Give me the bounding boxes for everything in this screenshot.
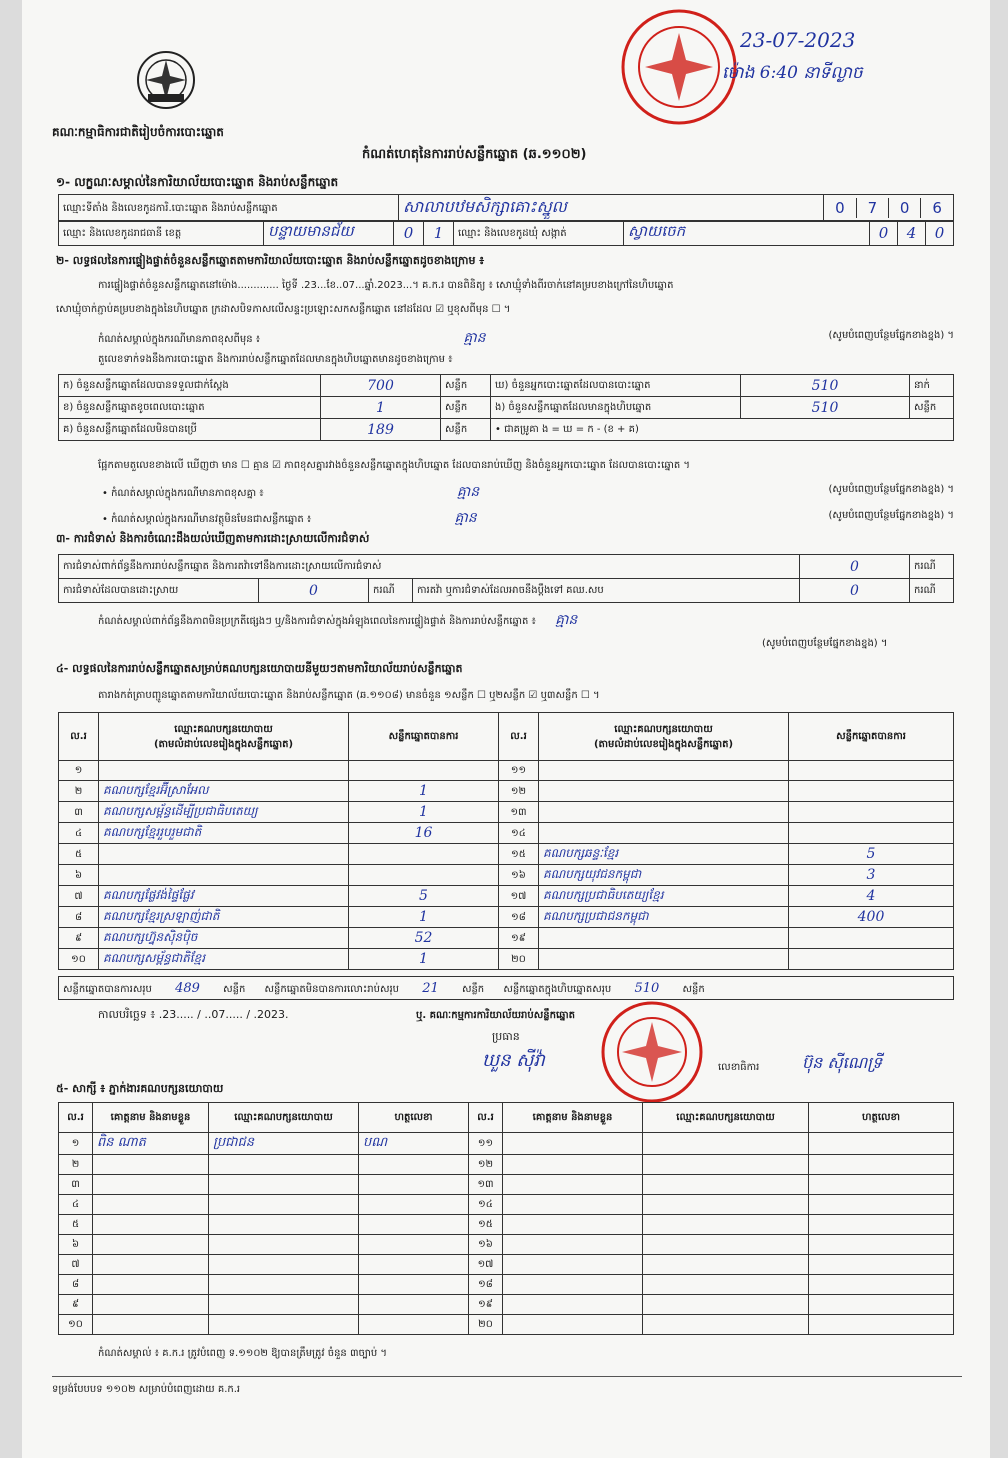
form-title: កំណត់ហេតុនៃការរាប់សន្លឹកឆ្នោត (ឆ.១១០២) <box>362 147 587 162</box>
table-row <box>59 886 954 907</box>
section-3-note-label: កំណត់សម្គាល់ពាក់ព័ន្ធនឹងភាពមិនប្រក្រតីផ្សេងៗ ឬ/និងការជំទាស់ក្នុងអំឡុងពេលនៃការផ្ទៀងផ្ទាត់ និងការរាប់សន្លឹកឆ្នោត ៖ <box>98 616 536 627</box>
witness-party <box>209 1155 359 1175</box>
table-row <box>59 1295 954 1315</box>
party-votes: 1 <box>349 907 499 928</box>
row-no: ១៤ <box>469 1195 503 1215</box>
row-no: ៩ <box>59 928 99 949</box>
section-3-note-value: គ្មាន <box>555 612 578 628</box>
fill-hint: (សូមបំពេញបន្ថែមផ្នែកខាងខ្នង) ។ <box>828 484 954 495</box>
party-name: គណបក្សឆន្ទៈខ្មែរ <box>539 844 789 865</box>
section-4-intro: តារាងកត់ត្រាបញ្ជូនឆ្នោតតាមការិយាល័យបោះឆ្នោត និងរាប់សន្លឹកឆ្នោត (ឆ.១១០៨) មានចំនួន ១សន្លឹក ☐ ឬ២សន្លឹក ☑ ឬ៣សន្លឹក ☐ ។ <box>98 690 600 701</box>
witness-name <box>93 1275 209 1295</box>
col-no: ល.រ <box>469 1103 503 1133</box>
witness-party <box>643 1275 809 1295</box>
witness-signature <box>359 1155 469 1175</box>
witness-name <box>93 1155 209 1175</box>
appeal-label: ការតវ៉ា ឬការជំទាស់ដែលអាចនឹងប្តឹងទៅ គឈ.សប <box>413 579 800 603</box>
row-no: ១ <box>59 761 99 781</box>
station-code-digit: 0 <box>824 198 856 218</box>
table-row <box>59 761 954 781</box>
witness-name <box>503 1195 643 1215</box>
row-no: ៥ <box>59 1215 93 1235</box>
table-row <box>59 823 954 844</box>
commune-code-digit: 4 <box>898 221 926 246</box>
party-name <box>99 865 349 886</box>
witness-party <box>643 1295 809 1315</box>
section-1-title: ១- លក្ខណៈសម្គាល់នៃការិយាល័យបោះឆ្នោត និងរាប់សន្លឹកឆ្នោត <box>56 175 339 189</box>
row-no: ៤ <box>59 1195 93 1215</box>
row-no: ១៥ <box>469 1215 503 1235</box>
secretary-label: លេខាធិការ <box>718 1062 760 1073</box>
chair-signature: ឃួន ស៊ីវ៉ា <box>482 1050 545 1071</box>
witness-party <box>209 1195 359 1215</box>
table-row <box>59 781 954 802</box>
table-row <box>59 907 954 928</box>
witness-name <box>503 1315 643 1335</box>
row-no: ១ <box>59 1133 93 1155</box>
fill-hint: (សូមបំពេញបន្ថែមផ្នែកខាងខ្នង) ។ <box>828 510 954 521</box>
party-votes <box>789 949 954 970</box>
witness-name <box>503 1133 643 1155</box>
chair-label: ប្រធាន <box>492 1030 520 1043</box>
commune-value: ស្វាយចេក <box>624 221 870 246</box>
count-row-right-unit: សន្លឹក <box>910 397 954 419</box>
count-row-unit: សន្លឹក <box>441 397 491 419</box>
secretary-signature: ប៊ុន ស៊ីណេទ្រី <box>802 1053 883 1072</box>
section-2-note <box>98 328 954 349</box>
row-no: ១៧ <box>469 1255 503 1275</box>
commune-code-digit: 0 <box>870 221 898 246</box>
objection-label: ការជំទាស់ពាក់ព័ន្ធនឹងការរាប់សន្លឹកឆ្នោត និងការតវ៉ាទៅនឹងការដោះស្រាយលើការជំទាស់ <box>59 555 800 579</box>
col-no: ល.រ <box>59 713 99 761</box>
station-code-digit: 7 <box>856 198 888 218</box>
count-row-label: គ) ចំនួនសន្លឹកឆ្នោតដែលមិនបានប្រើ <box>59 419 321 441</box>
row-no: ១៩ <box>469 1295 503 1315</box>
sheet-unit: សន្លឹក <box>682 984 705 995</box>
witness-party <box>643 1133 809 1155</box>
sheet-unit: សន្លឹក <box>461 984 485 995</box>
form-page <box>22 0 990 1458</box>
party-name: គណបក្សសម្ព័ន្ធដើម្បីប្រជាធិបតេយ្យ <box>99 802 349 823</box>
table-row <box>59 1235 954 1255</box>
col-sign: ហត្ថលេខា <box>359 1103 469 1133</box>
table-row <box>59 1133 954 1155</box>
fill-hint: (សូមបំពេញបន្ថែមផ្នែកខាងខ្នង) ។ <box>762 638 888 649</box>
col-party: ឈ្មោះគណបក្សនយោបាយ <box>643 1103 809 1133</box>
table-row <box>59 1315 954 1335</box>
date-line: កាលបរិច្ឆេទ ៖ .23..... / ..07..... / .2023. <box>98 1008 289 1021</box>
party-name <box>539 928 789 949</box>
witness-signature <box>359 1215 469 1235</box>
table-row <box>59 1275 954 1295</box>
station-code <box>824 195 954 222</box>
party-votes <box>789 802 954 823</box>
footer-divider <box>52 1376 962 1377</box>
row-no: ១៥ <box>499 844 539 865</box>
party-votes: 16 <box>349 823 499 844</box>
party-votes: 3 <box>789 865 954 886</box>
row-no: ១០ <box>59 1315 93 1335</box>
col-party <box>539 713 789 761</box>
witness-party <box>643 1175 809 1195</box>
witness-name <box>93 1315 209 1335</box>
col-party-title: ឈ្មោះគណបក្សនយោបាយ <box>174 723 273 735</box>
row-no: ១៧ <box>499 886 539 907</box>
province-label: ឈ្មោះ និងលេខកូដរាជធានី ខេត្ត <box>59 221 264 246</box>
section-2-bullet-2 <box>102 508 954 529</box>
witness-signature <box>359 1255 469 1275</box>
party-name: គណបក្សប្រជាជនកម្ពុជា <box>539 907 789 928</box>
row-no: ១១ <box>469 1133 503 1155</box>
station-value: សាលាបឋមសិក្សាគោះស្នួល <box>399 195 824 222</box>
bullet-2-value: គ្មាន <box>454 510 477 526</box>
row-no: ១២ <box>469 1155 503 1175</box>
resolved-value: 0 <box>259 579 369 603</box>
col-votes: សន្លឹកឆ្នោតបានការ <box>349 713 499 761</box>
count-row-right-label: • ជាគម្រូគា ង = ឃ = ក - (ខ + គ) <box>491 419 954 441</box>
col-no: ល.រ <box>499 713 539 761</box>
case-unit: ករណី <box>910 579 954 603</box>
row-no: ៤ <box>59 823 99 844</box>
witness-signature <box>359 1315 469 1335</box>
section-2-note-label: កំណត់សម្គាល់ក្នុងករណីមានភាពខុសពីមុន ៖ <box>98 334 261 345</box>
row-no: ១៨ <box>499 907 539 928</box>
witness-party <box>209 1295 359 1315</box>
row-no: ១៩ <box>499 928 539 949</box>
commune-code-digit: 0 <box>926 221 954 246</box>
row-no: ៦ <box>59 1235 93 1255</box>
party-name <box>539 781 789 802</box>
col-name: គោត្តនាម និងនាមខ្លួន <box>503 1103 643 1133</box>
stamp-icon <box>600 1000 704 1104</box>
party-name: គណបក្សខ្មែរស្រឡាញ់ជាតិ <box>99 907 349 928</box>
witness-signature: បណ <box>359 1133 469 1155</box>
case-unit: ករណី <box>910 555 954 579</box>
row-no: ១៣ <box>499 802 539 823</box>
row-no: ៣ <box>59 1175 93 1195</box>
party-name <box>539 802 789 823</box>
row-no: ៨ <box>59 1275 93 1295</box>
witness-party <box>643 1215 809 1235</box>
section-1-table <box>58 194 954 222</box>
row-no: ១១ <box>499 761 539 781</box>
stamp-note-date: 23-07-2023 <box>740 28 856 52</box>
witness-signature <box>809 1215 954 1235</box>
party-votes: 1 <box>349 781 499 802</box>
witness-party <box>209 1215 359 1235</box>
party-name: គណបក្សខ្មែរអ៊ីស្រាអែល <box>99 781 349 802</box>
witness-signature <box>809 1255 954 1275</box>
row-no: ២០ <box>499 949 539 970</box>
province-value: បន្ទាយមានជ័យ <box>264 221 394 246</box>
party-votes <box>789 781 954 802</box>
province-code-digit: 1 <box>424 221 454 246</box>
emblem-icon <box>134 48 198 112</box>
witness-signature <box>359 1295 469 1315</box>
section-1-table-2 <box>58 220 954 246</box>
row-no: ១២ <box>499 781 539 802</box>
count-row-value: 189 <box>321 419 441 441</box>
section-2-title: ២- លទ្ធផលនៃការផ្ទៀងផ្ទាត់ចំនួនសន្លឹកឆ្នោតតាមការិយាល័យបោះឆ្នោត និងរាប់សន្លឹកឆ្នោតដូចខាងក្រោម ៖ <box>56 254 485 267</box>
witness-name <box>93 1255 209 1275</box>
col-sign: ហត្ថលេខា <box>809 1103 954 1133</box>
party-name: គណបក្សផ្លែវង់ផ្ទៃផ្លែវ <box>99 886 349 907</box>
witness-signature <box>809 1275 954 1295</box>
station-label: ឈ្មោះទីតាំង និងលេខកូដការិ.បោះឆ្នោត និងរាប់សន្លឹកឆ្នោត <box>59 195 399 222</box>
section-2-note-value: គ្មាន <box>463 330 486 346</box>
row-no: ១៨ <box>469 1275 503 1295</box>
witness-signature <box>809 1235 954 1255</box>
count-row-right-value: 510 <box>741 397 910 419</box>
witness-name <box>93 1215 209 1235</box>
witness-name <box>503 1255 643 1275</box>
witness-name <box>503 1215 643 1235</box>
party-votes: 1 <box>349 802 499 823</box>
witness-note: កំណត់សម្គាល់ ៖ គ.ក.រ ត្រូវបំពេញ ទ.១១០២ ឱ្យបានត្រឹមត្រូវ ចំនួន ៣ច្បាប់ ។ <box>98 1348 387 1359</box>
row-no: ១៤ <box>499 823 539 844</box>
row-no: ១៣ <box>469 1175 503 1195</box>
sheet-unit: សន្លឹក <box>223 984 246 995</box>
row-no: ៦ <box>59 865 99 886</box>
ballot-count-table <box>58 374 954 441</box>
party-name <box>99 761 349 781</box>
witness-name <box>503 1155 643 1175</box>
station-code-digit: 6 <box>921 198 953 218</box>
witness-name: ពិន ណាត <box>93 1133 209 1155</box>
totals-line <box>58 976 954 1000</box>
table-row <box>59 1155 954 1175</box>
case-unit: ករណី <box>369 579 413 603</box>
witness-party <box>209 1255 359 1275</box>
count-row-label: ក) ចំនួនសន្លឹកឆ្នោតដែលបានទទួលជាក់ស្តែង <box>59 375 321 397</box>
witness-signature <box>809 1175 954 1195</box>
bullet-1-value: គ្មាន <box>456 484 480 500</box>
count-row-unit: សន្លឹក <box>441 375 491 397</box>
row-no: ២ <box>59 781 99 802</box>
witness-name <box>503 1235 643 1255</box>
witness-party <box>643 1255 809 1275</box>
witness-party <box>643 1235 809 1255</box>
count-row-right-unit: នាក់ <box>910 375 954 397</box>
party-votes <box>349 761 499 781</box>
party-votes: 1 <box>349 949 499 970</box>
row-no: ៣ <box>59 802 99 823</box>
count-row-right-label: ឃ) ចំនួនអ្នកបោះឆ្នោតដែលបានបោះឆ្នោត <box>491 375 741 397</box>
witness-name <box>93 1175 209 1195</box>
col-no: ល.រ <box>59 1103 93 1133</box>
party-votes: 5 <box>789 844 954 865</box>
col-party <box>99 713 349 761</box>
count-row-value: 1 <box>321 397 441 419</box>
witness-party <box>209 1235 359 1255</box>
party-name: គណបក្សប្រជាធិបតេយ្យខ្មែរ <box>539 886 789 907</box>
witness-signature <box>809 1155 954 1175</box>
row-no: ២០ <box>469 1315 503 1335</box>
resolved-label: ការជំទាស់ដែលបានដោះស្រាយ <box>59 579 259 603</box>
section-2-p1: ការផ្ទៀងផ្ទាត់ចំនួនសន្លឹកឆ្នោតនៅម៉ោង............. ថ្ងៃទី .23...ខែ..07...ឆ្នាំ.2023...។ គ.ក.រ បានពិនិត្យ ៖ សោឃ្មុំទាំងពីរចាក់នៅគម្របខាងក្រៅនៃហិបឆ្នោត <box>98 280 674 291</box>
bullet-2-label: • កំណត់សម្គាល់ក្នុងករណីមានវត្ថុមិនមែនជាសន្លឹកឆ្នោត ៖ <box>102 514 312 525</box>
row-no: ៨ <box>59 907 99 928</box>
appeal-value: 0 <box>800 579 910 603</box>
witness-signature <box>359 1275 469 1295</box>
col-party-title: ឈ្មោះគណបក្សនយោបាយ <box>614 723 713 735</box>
party-name <box>539 949 789 970</box>
bullet-1-label: • កំណត់សម្គាល់ក្នុងករណីមានភាពខុសគ្នា ៖ <box>102 488 264 499</box>
total-invalid-label: សន្លឹកឆ្នោតមិនបានការលោះរាប់សរុប <box>264 984 400 995</box>
committee-name: គណៈកម្មាធិការជាតិរៀបចំការបោះឆ្នោត <box>52 125 224 139</box>
table-row <box>59 949 954 970</box>
row-no: ៥ <box>59 844 99 865</box>
witness-party <box>209 1315 359 1335</box>
witness-signature <box>809 1133 954 1155</box>
fill-hint: (សូមបំពេញបន្ថែមផ្នែកខាងខ្នង) ។ <box>828 330 954 341</box>
witness-signature <box>359 1175 469 1195</box>
witness-party: ប្រជាជន <box>209 1133 359 1155</box>
section-3-note <box>98 610 577 631</box>
table-row <box>59 802 954 823</box>
total-box-value: 510 <box>634 981 660 996</box>
total-valid-value: 489 <box>175 981 200 996</box>
total-invalid-value: 21 <box>422 981 439 996</box>
witness-name <box>503 1275 643 1295</box>
witness-party <box>643 1315 809 1335</box>
party-name <box>539 823 789 844</box>
party-votes <box>789 761 954 781</box>
witness-party <box>643 1155 809 1175</box>
row-no: ១០ <box>59 949 99 970</box>
table-row <box>59 865 954 886</box>
objection-table <box>58 554 954 603</box>
witness-signature <box>359 1235 469 1255</box>
party-votes: 52 <box>349 928 499 949</box>
col-name: គោត្តនាម និងនាមខ្លួន <box>93 1103 209 1133</box>
col-party-subtitle: (តាមលំដាប់លេខរៀងក្នុងសន្លឹកឆ្នោត) <box>593 738 734 750</box>
row-no: ៧ <box>59 886 99 907</box>
section-4-title: ៤- លទ្ធផលនៃការរាប់សន្លឹកឆ្នោតសម្រាប់គណបក្សនយោបាយនីមួយៗតាមការិយាល័យរាប់សន្លឹកឆ្នោត <box>56 662 463 675</box>
station-code-digit: 0 <box>889 198 921 218</box>
witness-table <box>58 1102 954 1335</box>
party-name: គណបក្សសម្ព័ន្ធជាតិខ្មែរ <box>99 949 349 970</box>
party-name: គណបក្សហ្វ៊ុនស៊ិនប៉ិច <box>99 928 349 949</box>
footer-text: ទម្រង់បែបបទ ១១០២ សម្រាប់បំពេញដោយ គ.ក.រ <box>52 1384 241 1395</box>
total-valid-label: សន្លឹកឆ្នោតបានការសរុប <box>63 984 152 995</box>
count-row-label: ខ) ចំនួនសន្លឹកឆ្នោតខូចពេលបោះឆ្នោត <box>59 397 321 419</box>
party-votes: 5 <box>349 886 499 907</box>
col-party: ឈ្មោះគណបក្សនយោបាយ <box>209 1103 359 1133</box>
stamp-note-time: ម៉ោង 6:40 នាទីល្ងាច <box>722 63 863 83</box>
witness-name <box>503 1295 643 1315</box>
stamp-icon <box>620 8 738 126</box>
party-votes: 400 <box>789 907 954 928</box>
witness-name <box>93 1195 209 1215</box>
section-2-intro: តួលេខទាក់ទងនឹងការបោះឆ្នោត និងការរាប់សន្លឹកឆ្នោតដែលមានក្នុងហិបឆ្នោតមានដូចខាងក្រោម ៖ <box>98 354 453 365</box>
party-votes <box>789 823 954 844</box>
witness-signature <box>809 1295 954 1315</box>
section-5-title: ៥- សាក្សី ៖ ភ្នាក់ងារគណបក្សនយោបាយ <box>56 1082 224 1095</box>
party-name: គណបក្សយុវជនកម្ពុជា <box>539 865 789 886</box>
row-no: ២ <box>59 1155 93 1175</box>
section-3-title: ៣- ការជំទាស់ និងការចំណេះដឹងយល់ឃើញតាមការដោះស្រាយលើការជំទាស់ <box>56 532 370 545</box>
committee-line: ឬ. គណៈកម្មការការិយាល័យរាប់សន្លឹកឆ្នោត <box>416 1010 576 1021</box>
count-row-value: 700 <box>321 375 441 397</box>
col-party-subtitle: (តាមលំដាប់លេខរៀងក្នុងសន្លឹកឆ្នោត) <box>153 738 294 750</box>
section-2-bullet-1 <box>102 482 954 503</box>
section-2-p2: សោឃ្មុំចាក់ភ្ជាប់គម្របខាងក្នុងនៃហិបឆ្នោត ក្រដាសបិទភាសលើសន្ទះប្រឡោះសកសន្លឹកឆ្នោត នៅដដែល ☑ ឬខុសពីមុន ☐ ។ <box>56 304 511 315</box>
witness-signature <box>809 1315 954 1335</box>
province-code-digit: 0 <box>394 221 424 246</box>
witness-signature <box>809 1195 954 1215</box>
party-votes: 4 <box>789 886 954 907</box>
count-row-unit: សន្លឹក <box>441 419 491 441</box>
party-name: គណបក្សខ្មែររួបរួមជាតិ <box>99 823 349 844</box>
witness-party <box>643 1195 809 1215</box>
witness-party <box>209 1275 359 1295</box>
witness-name <box>503 1175 643 1195</box>
witness-party <box>209 1175 359 1195</box>
party-name <box>99 844 349 865</box>
row-no: ៩ <box>59 1295 93 1315</box>
total-box-label: សន្លឹកឆ្នោតក្នុងហិបឆ្នោតសរុប <box>503 984 612 995</box>
party-votes <box>349 844 499 865</box>
table-row <box>59 844 954 865</box>
party-name <box>539 761 789 781</box>
section-2-p3: ផ្អែកតាមតួលេខខាងលើ ឃើញថា មាន ☐ គ្មាន ☑ ភាពខុសគ្នារវាងចំនួនសន្លឹកឆ្នោតក្នុងហិបឆ្នោត ដែលបានរាប់ឃើញ និងចំនួនអ្នកបោះឆ្នោត ដែលបានបោះឆ្នោត ។ <box>98 460 690 471</box>
party-votes-table <box>58 712 954 970</box>
party-votes <box>349 865 499 886</box>
row-no: ១៦ <box>499 865 539 886</box>
witness-signature <box>359 1195 469 1215</box>
count-row-right-value: 510 <box>741 375 910 397</box>
row-no: ៧ <box>59 1255 93 1275</box>
count-row-right-label: ង) ចំនួនសន្លឹកឆ្នោតដែលមានក្នុងហិបឆ្នោត <box>491 397 741 419</box>
party-votes <box>789 928 954 949</box>
table-row <box>59 1215 954 1235</box>
table-row <box>59 1195 954 1215</box>
table-row <box>59 1255 954 1275</box>
col-votes: សន្លឹកឆ្នោតបានការ <box>789 713 954 761</box>
row-no: ១៦ <box>469 1235 503 1255</box>
commune-label: ឈ្មោះ និងលេខកូដឃុំ សង្កាត់ <box>454 221 624 246</box>
objection-value: 0 <box>800 555 910 579</box>
table-row <box>59 928 954 949</box>
witness-name <box>93 1295 209 1315</box>
table-row <box>59 1175 954 1195</box>
witness-name <box>93 1235 209 1255</box>
